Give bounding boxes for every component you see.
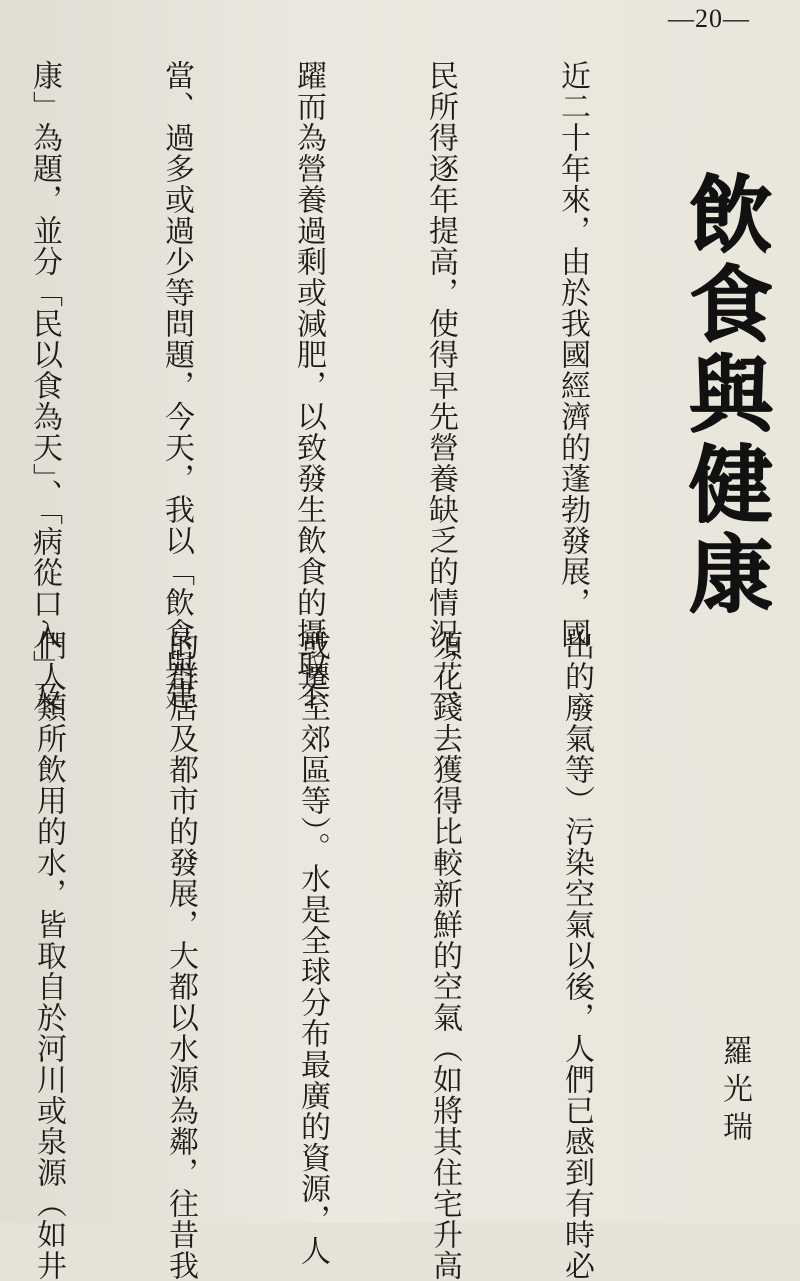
text-line: 須花錢去獲得比較新鮮的空氣（如將其住宅升高	[427, 630, 462, 1281]
text-line: 或遷至郊區等）。水是全球分布最廣的資源，人	[295, 630, 330, 1266]
text-block-top	[27, 60, 682, 712]
text-line: 近二十年來，由於我國經濟的蓬勃發展，國	[555, 60, 590, 649]
page-number: —20—	[668, 4, 750, 33]
text-block-bottom	[31, 630, 686, 1281]
author-name: 羅光瑞	[717, 1035, 752, 1149]
article-title: 飲食與健康	[675, 170, 774, 620]
text-line: 出的廢氣等）污染空氣以後，人們已感到有時必	[559, 630, 594, 1281]
text-line: 當、過多或過少等問題，今天，我以「飲食與建	[159, 60, 194, 711]
text-line: 的群居及都市的發展，大都以水源為鄰，往昔我	[163, 630, 198, 1281]
text-line: 康」為題，並分「民以食為天」、「病從口入」及	[27, 60, 62, 712]
text-line: 們人類所飲用的水，皆取自於河川或泉源（如井	[31, 630, 66, 1281]
text-line: 民所得逐年提高，使得早先營養缺乏的情況，一	[423, 60, 458, 711]
text-line: 躍而為營養過剩或減肥，以致發生飲食的攝取不	[291, 60, 326, 711]
